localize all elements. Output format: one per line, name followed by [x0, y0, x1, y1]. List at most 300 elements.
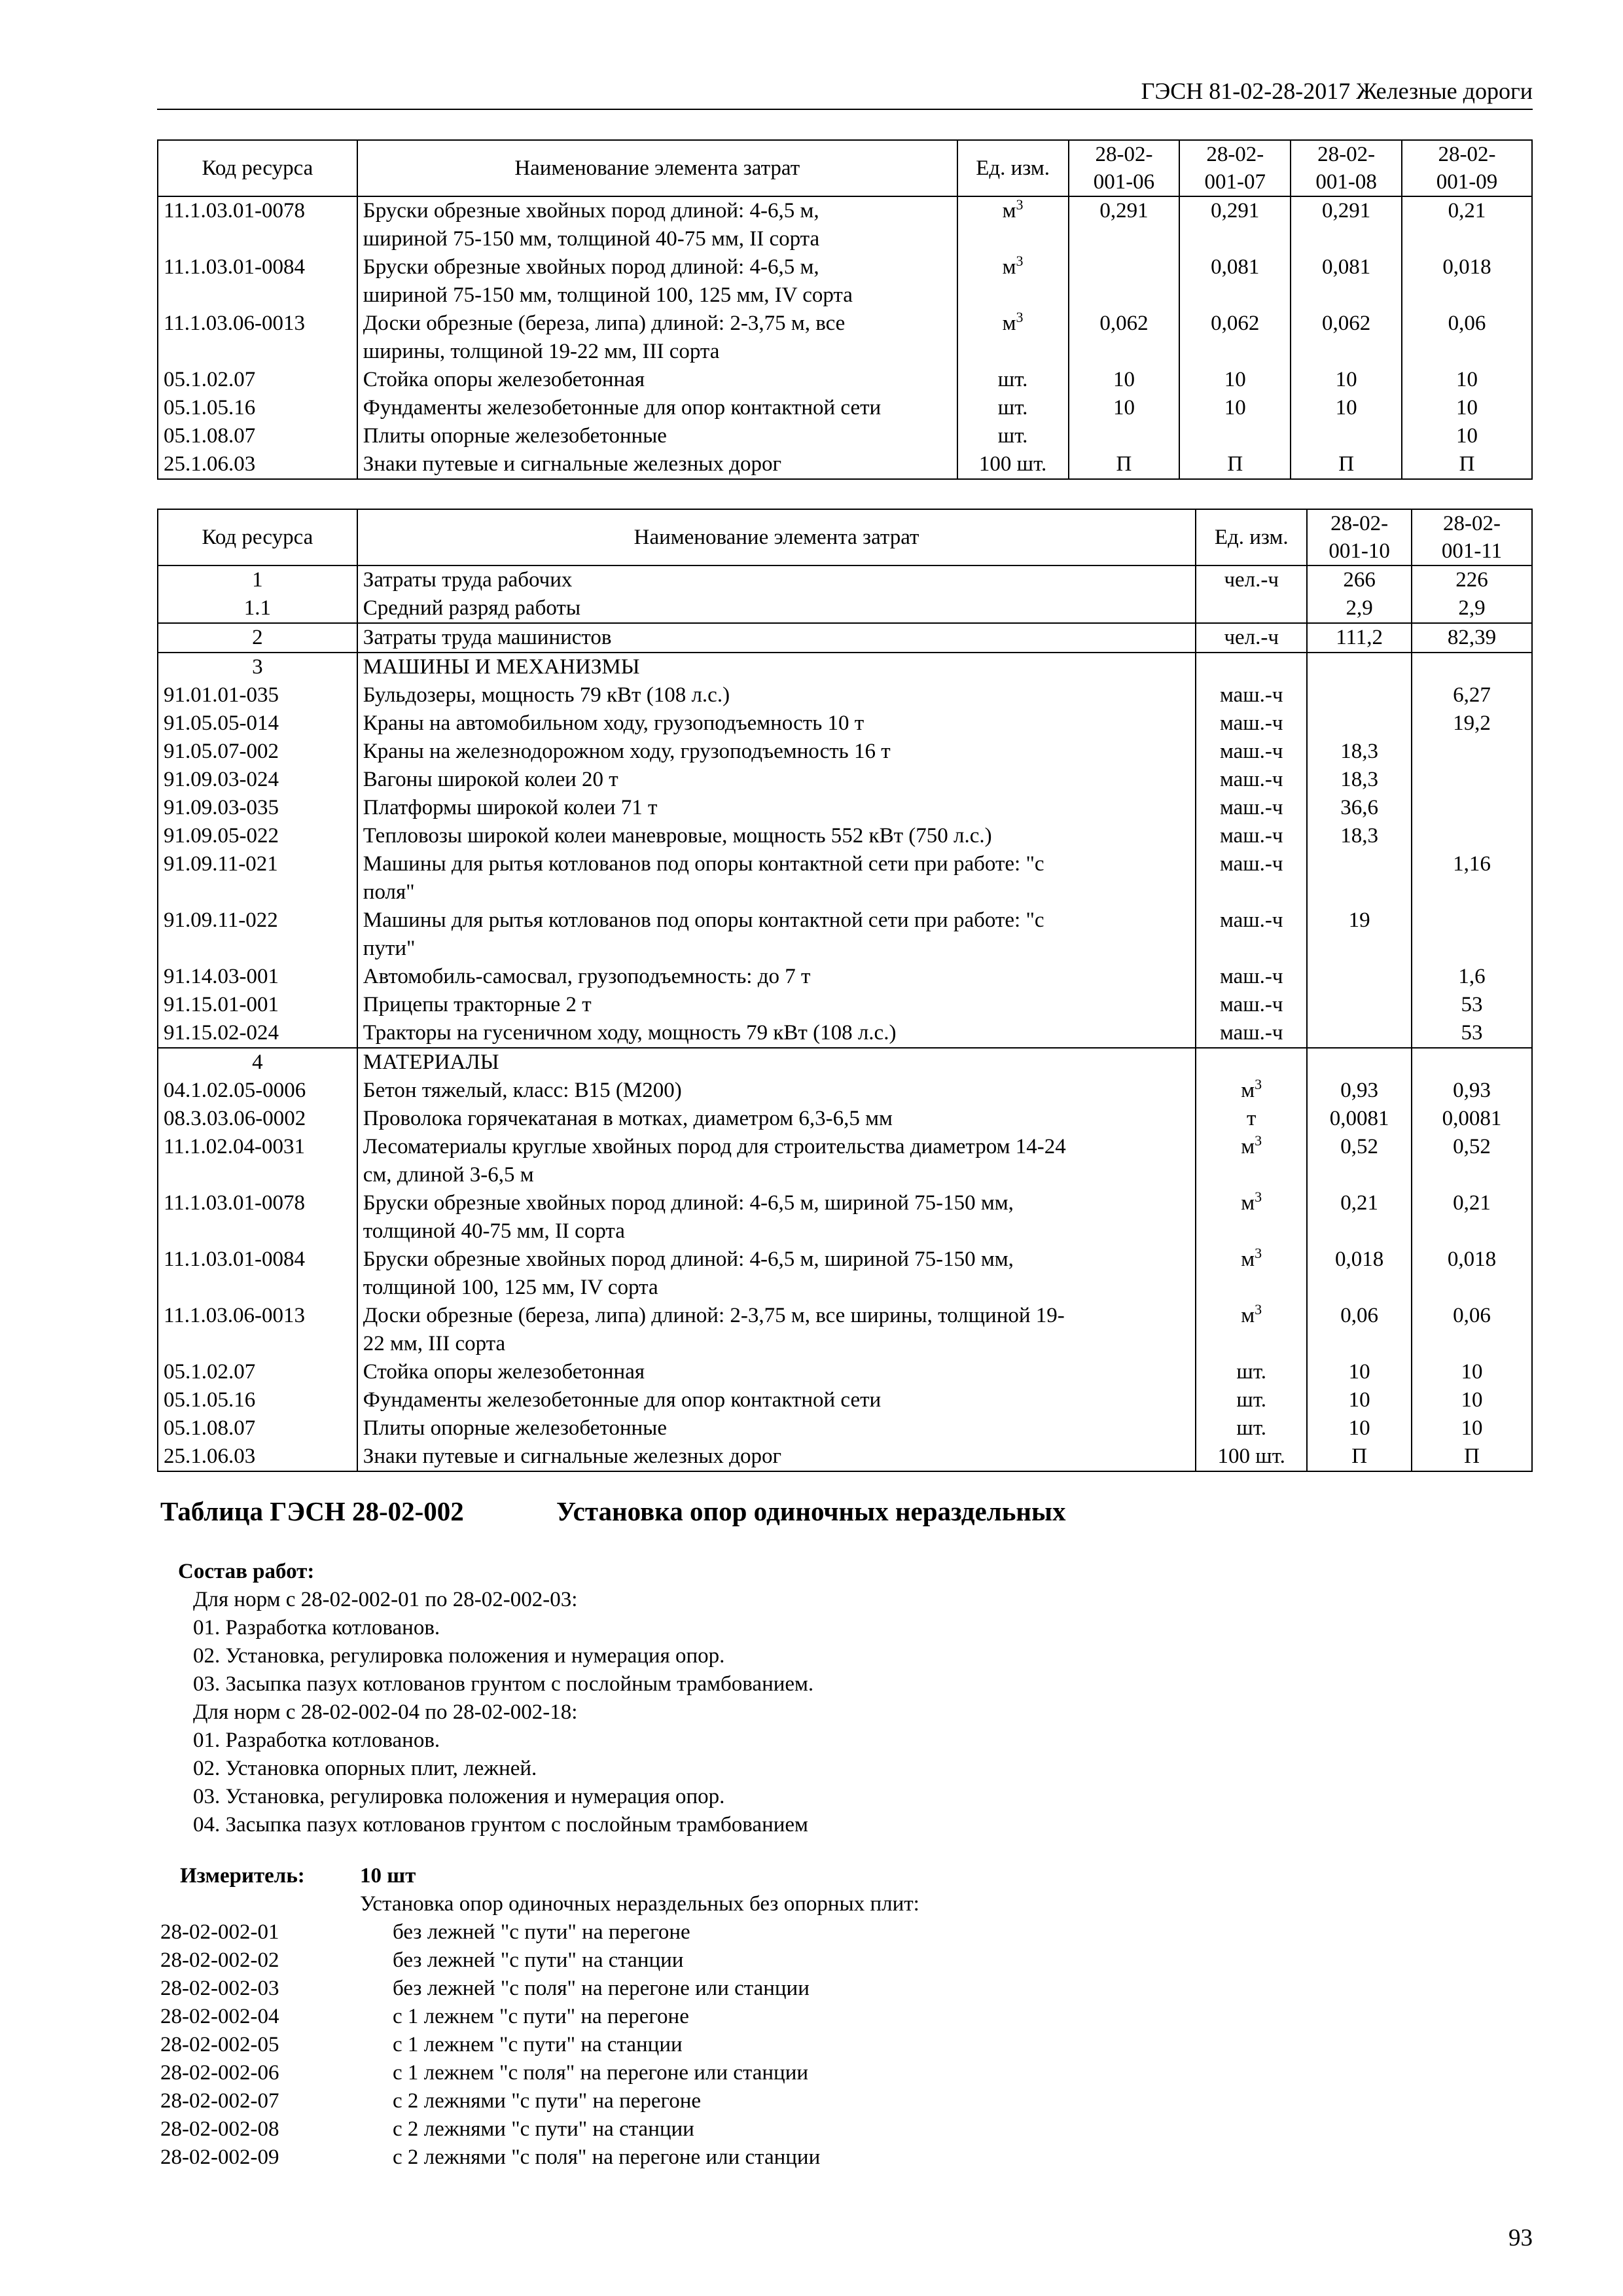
- measure-item: [160, 2087, 1207, 2115]
- norm-value: 0,291: [1291, 196, 1402, 253]
- resource-code: 91.15.02-024: [158, 1019, 357, 1048]
- unit-cell: $м^3$: [957, 310, 1069, 366]
- resource-code: 91.01.01-035: [158, 681, 357, 709]
- norm-value: [1307, 963, 1412, 991]
- norm-description: с 1 лежнем "с пути" на перегоне: [393, 2005, 689, 2028]
- column-header: Наименование элемента затрат: [357, 140, 957, 196]
- norm-value: 0,52: [1307, 1133, 1412, 1189]
- resource-code: 91.09.11-022: [158, 906, 357, 963]
- table-row: [158, 196, 1532, 253]
- resource-code: 11.1.03.06-0013: [158, 310, 357, 366]
- norm-value: 2,9: [1307, 594, 1412, 623]
- unit-superscript: 3: [1016, 253, 1024, 269]
- norm-value: 10: [1307, 1414, 1412, 1443]
- unit-cell: чел.-ч: [1196, 565, 1307, 594]
- measure-item: [160, 2031, 1207, 2059]
- resource-code: 05.1.08.07: [158, 422, 357, 450]
- norm-value: 0,081: [1291, 253, 1402, 310]
- table-row: [158, 1077, 1532, 1105]
- unit-cell: [1196, 653, 1307, 681]
- work-composition-list: [177, 1586, 813, 1839]
- table-row: [158, 766, 1532, 794]
- header-code-line: 001-08: [1315, 170, 1377, 194]
- header-code-line: 28-02-: [1206, 143, 1264, 166]
- norm-value: 0,062: [1069, 310, 1180, 366]
- column-header: [1291, 140, 1402, 196]
- norm-value: 2,9: [1412, 594, 1532, 623]
- norm-value: 111,2: [1307, 623, 1412, 653]
- norm-description: без лежней "с пути" на станции: [393, 1948, 684, 1972]
- norm-value: 10: [1402, 422, 1532, 450]
- table-row: [158, 850, 1532, 906]
- table-row: [158, 1133, 1532, 1189]
- work-line: 01. Разработка котлованов.: [193, 1616, 440, 1640]
- cost-element-name: Машины для рытья котлованов под опоры контактной сети при работе: "с пути": [357, 906, 1196, 963]
- unit-cell: шт.: [1196, 1386, 1307, 1414]
- norm-value: 19,2: [1412, 709, 1532, 738]
- cost-element-name: Затраты труда машинистов: [357, 623, 1196, 653]
- unit-cell: маш.-ч: [1196, 681, 1307, 709]
- norm-code: 28-02-002-04: [160, 2005, 279, 2028]
- norm-code: 28-02-002-06: [160, 2061, 279, 2085]
- section-table-label: Таблица ГЭСН 28-02-002: [160, 1496, 464, 1526]
- work-composition: [177, 1558, 813, 1839]
- measure-item: [160, 1946, 1207, 1975]
- norm-value: П: [1402, 450, 1532, 479]
- resource-code: 91.05.07-002: [158, 738, 357, 766]
- unit-superscript: 3: [1255, 1189, 1262, 1205]
- cost-element-name: Знаки путевые и сигнальные железных дорог: [357, 1443, 1196, 1471]
- cost-element-name: Знаки путевые и сигнальные железных дорог: [357, 450, 957, 479]
- header-code-line: 001-11: [1441, 539, 1503, 563]
- measure-label: Измеритель:: [180, 1864, 305, 1888]
- work-line: 03. Установка, регулировка положения и нумерация опор.: [193, 1785, 725, 1808]
- unit-cell: шт.: [1196, 1358, 1307, 1386]
- norm-value: 10: [1307, 1386, 1412, 1414]
- norm-value: [1412, 766, 1532, 794]
- header-code-line: 001-07: [1204, 170, 1266, 194]
- norm-value: 0,291: [1179, 196, 1291, 253]
- cost-element-name: Машины для рытья котлованов под опоры контактной сети при работе: "с поля": [357, 850, 1196, 906]
- norm-value: [1307, 681, 1412, 709]
- norm-value: [1069, 422, 1180, 450]
- measure-item: [160, 2115, 1207, 2144]
- header-code-line: 28-02-: [1438, 143, 1496, 166]
- resource-code: 11.1.03.01-0078: [158, 1189, 357, 1246]
- column-header: Ед. изм.: [957, 140, 1069, 196]
- column-header: [1402, 140, 1532, 196]
- norm-value: 10: [1402, 394, 1532, 422]
- norm-code: 28-02-002-03: [160, 1977, 279, 2000]
- cost-element-name: МАТЕРИАЛЫ: [357, 1048, 1196, 1077]
- cost-element-name: Лесоматериалы круглые хвойных пород для строительства диаметром 14-24 см, длиной 3-6,5 м: [357, 1133, 1196, 1189]
- norm-description: без лежней "с пути" на перегоне: [393, 1920, 690, 1944]
- norm-value: 82,39: [1412, 623, 1532, 653]
- cost-element-name: Бульдозеры, мощность 79 кВт (108 л.с.): [357, 681, 1196, 709]
- table-row: [158, 794, 1532, 822]
- resource-code: 91.14.03-001: [158, 963, 357, 991]
- norm-value: П: [1412, 1443, 1532, 1471]
- table-row: [158, 310, 1532, 366]
- resource-table-2: [157, 509, 1533, 1472]
- norm-value: 0,21: [1402, 196, 1532, 253]
- resource-code: 11.1.03.01-0084: [158, 1246, 357, 1302]
- unit-cell: шт.: [957, 422, 1069, 450]
- norm-code: 28-02-002-01: [160, 1920, 279, 1944]
- norm-value: 0,06: [1402, 310, 1532, 366]
- norm-value: [1307, 653, 1412, 681]
- header-code-line: 28-02-: [1095, 143, 1153, 166]
- resource-code: 05.1.05.16: [158, 394, 357, 422]
- table-row: [158, 738, 1532, 766]
- cost-element-name: Средний разряд работы: [357, 594, 1196, 623]
- cost-element-name: Бетон тяжелый, класс: B15 (M200): [357, 1077, 1196, 1105]
- norm-value: 0,0081: [1307, 1105, 1412, 1133]
- norm-value: 0,06: [1412, 1302, 1532, 1358]
- resource-code: 04.1.02.05-0006: [158, 1077, 357, 1105]
- measure-intro: Установка опор одиночных нераздельных без опорных плит:: [360, 1892, 919, 1916]
- column-header: [1412, 509, 1532, 565]
- work-line: 02. Установка, регулировка положения и нумерация опор.: [193, 1644, 725, 1668]
- measure-header-row: [160, 1862, 1207, 1890]
- norm-value: 0,93: [1412, 1077, 1532, 1105]
- column-header: Код ресурса: [158, 140, 357, 196]
- resource-code: 91.09.03-035: [158, 794, 357, 822]
- work-line: 03. Засыпка пазух котлованов грунтом с послойным трамбованием.: [193, 1672, 814, 1696]
- norm-value: 0,52: [1412, 1133, 1532, 1189]
- measure-item: [160, 2144, 1207, 2172]
- unit-cell: [1196, 1048, 1307, 1077]
- cost-element-name: Бруски обрезные хвойных пород длиной: 4-6,5 м, шириной 75-150 мм, толщиной 40-75 мм, II сорта: [357, 196, 957, 253]
- norm-value: [1412, 794, 1532, 822]
- norm-value: 0,06: [1307, 1302, 1412, 1358]
- norm-value: [1307, 850, 1412, 906]
- unit-cell: $м^3$: [957, 196, 1069, 253]
- unit-cell: маш.-ч: [1196, 963, 1307, 991]
- table-row: [158, 653, 1532, 681]
- table-header-row: [158, 509, 1532, 565]
- table-row: [158, 681, 1532, 709]
- section-table-name: Установка опор одиночных нераздельных: [556, 1496, 1066, 1526]
- table-row: [158, 1386, 1532, 1414]
- cost-element-name: Вагоны широкой колеи 20 т: [357, 766, 1196, 794]
- column-header: [1069, 140, 1180, 196]
- resource-code: 25.1.06.03: [158, 1443, 357, 1471]
- norm-value: 53: [1412, 991, 1532, 1019]
- resource-code: 1: [158, 565, 357, 594]
- cost-element-name: Фундаменты железобетонные для опор контактной сети: [357, 394, 957, 422]
- norm-value: 6,27: [1412, 681, 1532, 709]
- norm-value: 10: [1179, 366, 1291, 394]
- norm-value: 0,21: [1412, 1189, 1532, 1246]
- norm-value: 10: [1307, 1358, 1412, 1386]
- table-row: [158, 253, 1532, 310]
- table-row: [158, 394, 1532, 422]
- norm-value: 0,0081: [1412, 1105, 1532, 1133]
- measure-value: 10 шт: [360, 1864, 416, 1888]
- work-line: 04. Засыпка пазух котлованов грунтом с послойным трамбованием: [193, 1813, 808, 1837]
- table-row: [158, 822, 1532, 850]
- unit-cell: $м^3$: [1196, 1133, 1307, 1189]
- norm-value: 0,21: [1307, 1189, 1412, 1246]
- resource-code: 05.1.02.07: [158, 366, 357, 394]
- cost-element-name: Тракторы на гусеничном ходу, мощность 79 кВт (108 л.с.): [357, 1019, 1196, 1048]
- norm-value: 10: [1291, 366, 1402, 394]
- cost-element-name: Доски обрезные (береза, липа) длиной: 2-3,75 м, все ширины, толщиной 19-22 мм, III сорта: [357, 310, 957, 366]
- norm-code: 28-02-002-05: [160, 2033, 279, 2056]
- unit-cell: маш.-ч: [1196, 906, 1307, 963]
- measure-item: [160, 1975, 1207, 2003]
- norm-code: 28-02-002-02: [160, 1948, 279, 1972]
- resource-code: 11.1.02.04-0031: [158, 1133, 357, 1189]
- norm-value: 0,018: [1402, 253, 1532, 310]
- norm-value: [1412, 738, 1532, 766]
- norm-value: 0,93: [1307, 1077, 1412, 1105]
- resource-code: 91.05.05-014: [158, 709, 357, 738]
- header-code-line: 001-09: [1436, 170, 1498, 194]
- table-body: [158, 196, 1532, 479]
- table-row: [158, 1358, 1532, 1386]
- header-code-line: 001-06: [1093, 170, 1155, 194]
- table-header-row: [158, 140, 1532, 196]
- column-header: Код ресурса: [158, 509, 357, 565]
- resource-code: 05.1.05.16: [158, 1386, 357, 1414]
- table-row: [158, 450, 1532, 479]
- norm-value: 18,3: [1307, 738, 1412, 766]
- unit-superscript: 3: [1016, 196, 1024, 213]
- table-row: [158, 1019, 1532, 1048]
- table-row: [158, 565, 1532, 594]
- unit-cell: маш.-ч: [1196, 738, 1307, 766]
- unit-cell: маш.-ч: [1196, 766, 1307, 794]
- resource-table-1: [157, 139, 1533, 480]
- cost-element-name: Фундаменты железобетонные для опор контактной сети: [357, 1386, 1196, 1414]
- unit-cell: маш.-ч: [1196, 822, 1307, 850]
- unit-cell: 100 шт.: [957, 450, 1069, 479]
- work-line: Для норм с 28-02-002-01 по 28-02-002-03:: [193, 1588, 578, 1611]
- norm-value: П: [1179, 450, 1291, 479]
- cost-element-name: Затраты труда рабочих: [357, 565, 1196, 594]
- work-composition-label: Состав работ:: [178, 1560, 315, 1583]
- unit-cell: [1196, 594, 1307, 623]
- norm-value: П: [1291, 450, 1402, 479]
- norm-value: [1412, 653, 1532, 681]
- norm-code: 28-02-002-09: [160, 2145, 279, 2169]
- unit-cell: маш.-ч: [1196, 794, 1307, 822]
- table-row: [158, 1246, 1532, 1302]
- unit-cell: 100 шт.: [1196, 1443, 1307, 1471]
- unit-cell: шт.: [957, 366, 1069, 394]
- header-code-line: 28-02-: [1443, 512, 1501, 535]
- resource-code: 11.1.03.01-0084: [158, 253, 357, 310]
- cost-element-name: Тепловозы широкой колеи маневровые, мощность 552 кВт (750 л.с.): [357, 822, 1196, 850]
- norm-value: 0,062: [1179, 310, 1291, 366]
- norm-value: 1,6: [1412, 963, 1532, 991]
- work-line: 01. Разработка котлованов.: [193, 1729, 440, 1752]
- unit-cell: маш.-ч: [1196, 991, 1307, 1019]
- table-row: [158, 1443, 1532, 1471]
- document-header-title: ГЭСН 81-02-28-2017 Железные дороги: [1141, 78, 1533, 104]
- unit-superscript: 3: [1255, 1245, 1262, 1261]
- unit-superscript: 3: [1255, 1076, 1262, 1092]
- cost-element-name: Краны на автомобильном ходу, грузоподъемность 10 т: [357, 709, 1196, 738]
- table-row: [158, 963, 1532, 991]
- header-code-line: 28-02-: [1317, 143, 1376, 166]
- norm-value: [1412, 822, 1532, 850]
- cost-element-name: Бруски обрезные хвойных пород длиной: 4-6,5 м, шириной 75-150 мм, толщиной 100, 125 мм, IV сорта: [357, 1246, 1196, 1302]
- cost-element-name: Доски обрезные (береза, липа) длиной: 2-3,75 м, все ширины, толщиной 19- 22 мм, III сорта: [357, 1302, 1196, 1358]
- resource-code: 05.1.02.07: [158, 1358, 357, 1386]
- table-row: [158, 1105, 1532, 1133]
- measure-block: [160, 1862, 1207, 2172]
- unit-superscript: 3: [1255, 1132, 1262, 1149]
- column-header: [1307, 509, 1412, 565]
- cost-element-name: Платформы широкой колеи 71 т: [357, 794, 1196, 822]
- resource-code: 4: [158, 1048, 357, 1077]
- norm-value: П: [1307, 1443, 1412, 1471]
- table-row: [158, 366, 1532, 394]
- cost-element-name: Плиты опорные железобетонные: [357, 1414, 1196, 1443]
- table-row: [158, 991, 1532, 1019]
- norm-value: П: [1069, 450, 1180, 479]
- norm-value: 0,018: [1412, 1246, 1532, 1302]
- table-row: [158, 906, 1532, 963]
- norm-value: 10: [1412, 1358, 1532, 1386]
- cost-element-name: Плиты опорные железобетонные: [357, 422, 957, 450]
- column-header: [1179, 140, 1291, 196]
- work-line: Для норм с 28-02-002-04 по 28-02-002-18:: [193, 1700, 578, 1724]
- norm-value: 36,6: [1307, 794, 1412, 822]
- norm-description: с 2 лежнями "с поля" на перегоне или станции: [393, 2145, 821, 2169]
- resource-code: 1.1: [158, 594, 357, 623]
- unit-cell: шт.: [957, 394, 1069, 422]
- norm-value: 10: [1069, 366, 1180, 394]
- measure-item: [160, 2003, 1207, 2031]
- measure-item: [160, 1918, 1207, 1946]
- norm-code: 28-02-002-08: [160, 2117, 279, 2141]
- norm-value: 18,3: [1307, 766, 1412, 794]
- cost-element-name: Проволока горячекатаная в мотках, диаметром 6,3-6,5 мм: [357, 1105, 1196, 1133]
- page-number: 93: [1508, 2225, 1533, 2251]
- unit-cell: маш.-ч: [1196, 709, 1307, 738]
- norm-value: 10: [1412, 1414, 1532, 1443]
- unit-cell: $м^3$: [957, 253, 1069, 310]
- header-divider: [157, 109, 1533, 110]
- table-row: [158, 422, 1532, 450]
- measure-intro-row: [160, 1890, 1207, 1918]
- unit-cell: $м^3$: [1196, 1302, 1307, 1358]
- norm-value: 0,081: [1179, 253, 1291, 310]
- work-line: 02. Установка опорных плит, лежней.: [193, 1757, 537, 1780]
- norm-value: [1412, 906, 1532, 963]
- resource-code: 11.1.03.06-0013: [158, 1302, 357, 1358]
- norm-value: 226: [1412, 565, 1532, 594]
- table-row: [158, 709, 1532, 738]
- column-header: Ед. изм.: [1196, 509, 1307, 565]
- resource-code: 91.15.01-001: [158, 991, 357, 1019]
- norm-value: [1179, 422, 1291, 450]
- norm-value: 1,16: [1412, 850, 1532, 906]
- header-code-line: 28-02-: [1330, 512, 1389, 535]
- cost-element-name: Краны на железнодорожном ходу, грузоподъемность 16 т: [357, 738, 1196, 766]
- measure-item: [160, 2059, 1207, 2087]
- norm-value: 18,3: [1307, 822, 1412, 850]
- norm-value: 10: [1179, 394, 1291, 422]
- resource-code: 91.09.05-022: [158, 822, 357, 850]
- resource-code: 05.1.08.07: [158, 1414, 357, 1443]
- unit-cell: $м^3$: [1196, 1246, 1307, 1302]
- cost-element-name: Автомобиль-самосвал, грузоподъемность: до 7 т: [357, 963, 1196, 991]
- cost-element-name: Прицепы тракторные 2 т: [357, 991, 1196, 1019]
- cost-element-name: МАШИНЫ И МЕХАНИЗМЫ: [357, 653, 1196, 681]
- norm-code: 28-02-002-07: [160, 2089, 279, 2113]
- unit-cell: $м^3$: [1196, 1189, 1307, 1246]
- cost-element-name: Бруски обрезные хвойных пород длиной: 4-6,5 м, шириной 75-150 мм, толщиной 40-75 мм, II сорта: [357, 1189, 1196, 1246]
- resource-code: 11.1.03.01-0078: [158, 196, 357, 253]
- table-row: [158, 594, 1532, 623]
- unit-superscript: 3: [1255, 1301, 1262, 1318]
- norm-value: [1291, 422, 1402, 450]
- norm-description: без лежней "с поля" на перегоне или станции: [393, 1977, 810, 2000]
- header-code-line: 001-10: [1329, 539, 1390, 563]
- norm-value: 53: [1412, 1019, 1532, 1048]
- resource-code: 2: [158, 623, 357, 653]
- table-row: [158, 1189, 1532, 1246]
- norm-value: 10: [1291, 394, 1402, 422]
- cost-element-name: Бруски обрезные хвойных пород длиной: 4-6,5 м, шириной 75-150 мм, толщиной 100, 125 мм, IV сорта: [357, 253, 957, 310]
- norm-value: [1307, 1048, 1412, 1077]
- cost-element-name: Стойка опоры железобетонная: [357, 366, 957, 394]
- norm-description: с 1 лежнем "с пути" на станции: [393, 2033, 683, 2056]
- unit-cell: маш.-ч: [1196, 850, 1307, 906]
- measure-items-list: [160, 1918, 1207, 2172]
- norm-value: [1307, 1019, 1412, 1048]
- section-title: [160, 1496, 1066, 1527]
- resource-code: 91.09.11-021: [158, 850, 357, 906]
- resource-code: 08.3.03.06-0002: [158, 1105, 357, 1133]
- norm-description: с 1 лежнем "с поля" на перегоне или станции: [393, 2061, 809, 2085]
- resource-code: 91.09.03-024: [158, 766, 357, 794]
- unit-cell: т: [1196, 1105, 1307, 1133]
- norm-value: 0,291: [1069, 196, 1180, 253]
- norm-value: 10: [1412, 1386, 1532, 1414]
- norm-value: 0,062: [1291, 310, 1402, 366]
- norm-value: 19: [1307, 906, 1412, 963]
- resource-code: 3: [158, 653, 357, 681]
- table-body: [158, 565, 1532, 1471]
- unit-cell: чел.-ч: [1196, 623, 1307, 653]
- norm-value: 266: [1307, 565, 1412, 594]
- norm-description: с 2 лежнями "с пути" на станции: [393, 2117, 694, 2141]
- resource-code: 25.1.06.03: [158, 450, 357, 479]
- norm-value: [1412, 1048, 1532, 1077]
- norm-description: с 2 лежнями "с пути" на перегоне: [393, 2089, 702, 2113]
- table-row: [158, 623, 1532, 653]
- norm-value: 0,018: [1307, 1246, 1412, 1302]
- column-header: Наименование элемента затрат: [357, 509, 1196, 565]
- norm-value: 10: [1069, 394, 1180, 422]
- norm-value: [1307, 709, 1412, 738]
- unit-cell: шт.: [1196, 1414, 1307, 1443]
- norm-value: [1069, 253, 1180, 310]
- table-row: [158, 1414, 1532, 1443]
- unit-cell: $м^3$: [1196, 1077, 1307, 1105]
- table-row: [158, 1302, 1532, 1358]
- unit-superscript: 3: [1016, 309, 1024, 325]
- unit-cell: маш.-ч: [1196, 1019, 1307, 1048]
- norm-value: [1307, 991, 1412, 1019]
- table-row: [158, 1048, 1532, 1077]
